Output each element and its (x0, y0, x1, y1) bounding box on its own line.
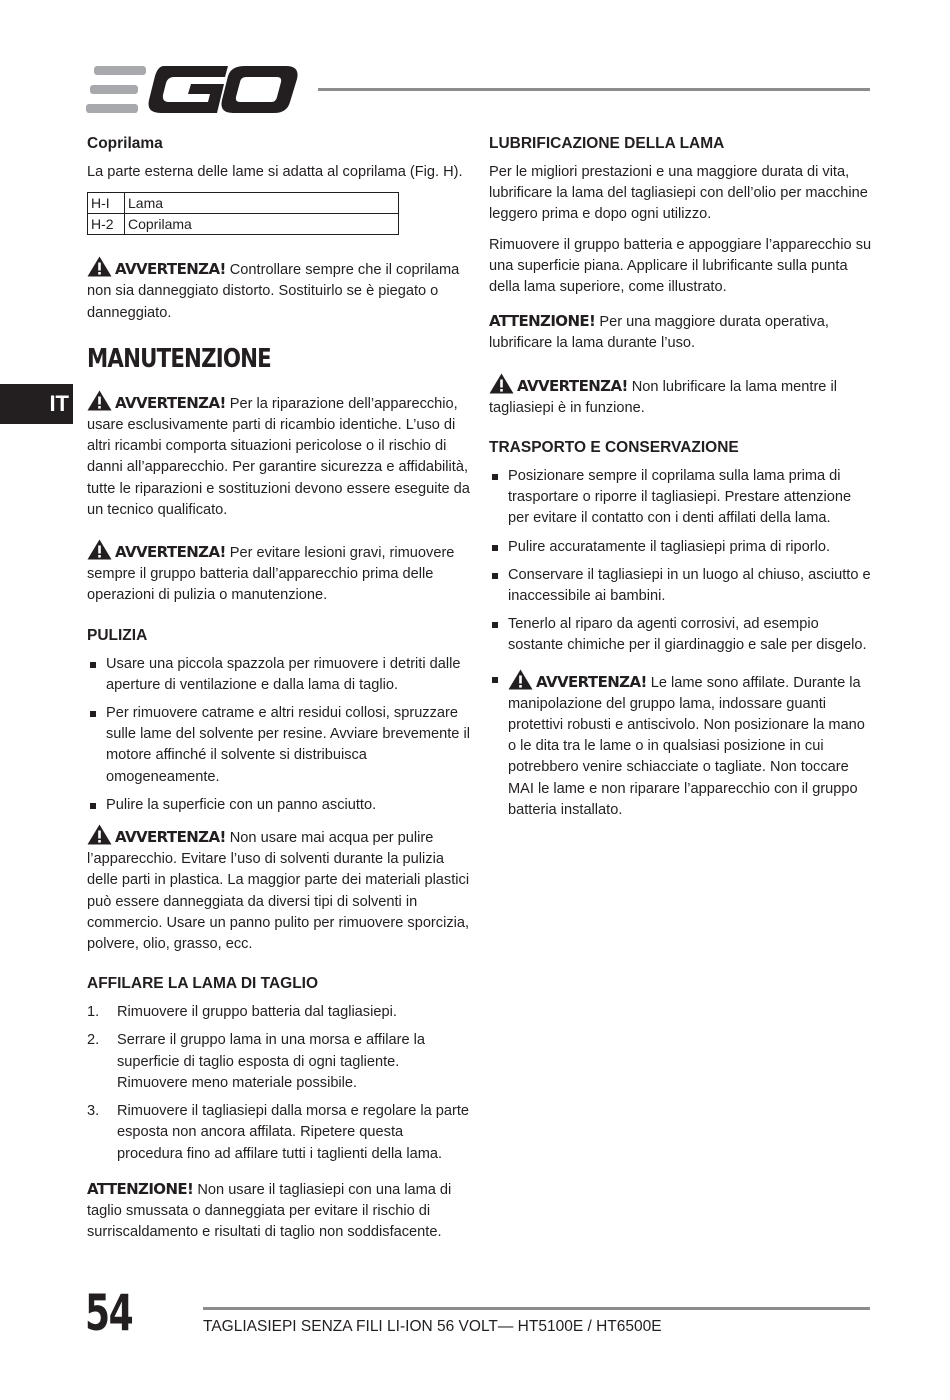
sharpening-steps (87, 1002, 472, 1164)
bullet-icon (90, 803, 96, 809)
warning-triangle-icon (87, 390, 112, 411)
list-item-text: Pulire accuratamente il tagliasiepi prima di riporlo. (508, 538, 831, 555)
transport-heading: TRASPORTO E CONSERVAZIONE (489, 439, 739, 457)
table-cell-code: H-I (88, 193, 125, 214)
footer-title: TAGLIASIEPI SENZA FILI LI-ION 56 VOLT— HT5100E / HT6500E (203, 1318, 662, 1335)
maintenance-warning-battery (87, 539, 472, 607)
cleaning-list (87, 654, 472, 816)
warning-text: Le lame sono affilate. Durante la manipolazione del gruppo lama, indossare guanti protettivi robusti e antiscivolo. Non posizionare la mano o le dita tra le lame o in qualsiasi posizione in cui potrebbero venire schiacciate o tagliate. Non toccare MAI le lame e non riparare l’apparecchio con il gruppo batteria installato. (508, 674, 865, 818)
left-column (87, 133, 472, 1252)
warning-text: Per la riparazione dell’apparecchio, usare esclusivamente parti di ricambio identiche. L’uso di altri ricambi comporta situazioni pericolose o il rischio di danni all’apparecchio. Per garantire sicurezza e affidabilità, tutte le riparazioni e sostituzioni devono essere eseguite da un tecnico qualificato. (87, 395, 470, 518)
header-rule (318, 88, 870, 91)
list-item (489, 565, 873, 607)
list-item (489, 537, 873, 558)
cleaning-heading: PULIZIA (87, 626, 148, 644)
coprilama-text: La parte esterna delle lame si adatta al coprilama (Fig. H). (87, 164, 463, 180)
warning-triangle-icon (87, 539, 112, 560)
caution-text: Per una maggiore durata operativa, lubrificare la lama durante l’uso. (489, 314, 829, 352)
bullet-icon (90, 711, 96, 717)
warning-label: AVVERTENZA! (517, 376, 628, 395)
coprilama-warning (87, 256, 472, 324)
list-item (87, 654, 472, 696)
list-item (489, 614, 873, 656)
right-column (489, 133, 873, 829)
warning-text: Non usare mai acqua per pulire l’apparecchio. Evitare l’uso di solventi durante la pulizia delle parti in plastica. La maggior parte dei materiali plastici può essere danneggiata da diversi tipi di solventi in commercio. Usare un panno pulito per rimuovere sporcizia, polvere, olio, grasso, ecc. (87, 830, 470, 953)
table-cell-label: Lama (125, 193, 399, 214)
step-number: 1. (87, 1004, 100, 1021)
warning-triangle-icon (508, 669, 533, 690)
language-tab (0, 384, 73, 424)
list-item (87, 1030, 472, 1094)
table-cell-code: H-2 (88, 214, 125, 235)
warning-triangle-icon (489, 373, 514, 394)
warning-label: AVVERTENZA! (536, 672, 647, 691)
page-number: 54 (85, 1284, 133, 1342)
warning-label: AVVERTENZA! (115, 260, 226, 279)
warning-text: Non lubrificare la lama mentre il tagliasiepi è in funzione. (489, 378, 837, 416)
warning-triangle-icon (87, 824, 112, 845)
warning-triangle-icon (87, 256, 112, 277)
lubrication-text-1: Per le migliori prestazioni e una maggiore durata di vita, lubrificare la lama del tagliasiepi con dell’olio per macchine leggero prima e dopo ogni utilizzo. (489, 164, 868, 223)
list-item-warning (489, 669, 873, 821)
step-text: Rimuovere il gruppo batteria dal tagliasiepi. (117, 1004, 397, 1021)
warning-label: AVVERTENZA! (115, 393, 226, 412)
table-cell-label: Coprilama (125, 214, 399, 235)
bullet-icon (90, 662, 96, 668)
warning-text: Per evitare lesioni gravi, rimuovere sempre il gruppo batteria dall’apparecchio prima delle operazioni di pulizia o manutenzione. (87, 545, 455, 604)
caution-label: ATTENZIONE! (489, 312, 596, 331)
list-item-text: Tenerlo al riparo da agenti corrosivi, ad esempio sostante chimiche per il giardinaggio e sale per disgelo. (508, 616, 867, 654)
bullet-icon (492, 545, 498, 551)
lubrication-caution (489, 311, 873, 354)
list-item-text: Posizionare sempre il coprilama sulla lama prima di trasportare o riporre il tagliasiepi. Prestare attenzione per evitare il contatto con i denti affilati della lama. (508, 468, 852, 527)
language-tab-label: IT (49, 391, 69, 417)
lubrication-heading: LUBRIFICAZIONE DELLA LAMA (489, 135, 725, 152)
cleaning-warning (87, 824, 472, 955)
step-number: 3. (87, 1103, 100, 1120)
maintenance-warning-parts (87, 390, 472, 521)
list-item (87, 1002, 472, 1023)
list-item-text: Conservare il tagliasiepi in un luogo al chiuso, asciutto e inaccessibile ai bambini. (508, 566, 871, 605)
bullet-icon (492, 677, 498, 683)
lubrication-text-2: Rimuovere il gruppo batteria e appoggiare l’apparecchio su una superficie piana. Applicare il lubrificante sulla punta della lama superiore, come illustrato. (489, 236, 872, 296)
step-text: Serrare il gruppo lama in una morsa e affilare la superficie di taglio esposta di ogni tagliente. Rimuovere meno materiale possibile. (117, 1032, 425, 1091)
list-item (87, 1101, 472, 1165)
warning-label: AVVERTENZA! (115, 543, 226, 562)
parts-table (87, 192, 399, 235)
transport-list (489, 466, 873, 821)
bullet-icon (492, 573, 498, 579)
lubrication-warning (489, 373, 873, 419)
bullet-icon (492, 622, 498, 628)
list-item (87, 795, 472, 816)
caution-text: Non usare il tagliasiepi con una lama di taglio smussata o danneggiata per evitare il rischio di surriscaldamento e risultati di taglio non soddisfacente. (87, 1181, 452, 1241)
maintenance-title: MANUTENZIONE (87, 343, 271, 374)
coprilama-heading: Coprilama (87, 135, 163, 152)
list-item-text: Pulire la superficie con un panno asciutto. (106, 796, 377, 813)
step-text: Rimuovere il tagliasiepi dalla morsa e regolare la parte esposta non ancora affilata. Ripetere questa procedura fino ad affilare tutti i taglienti della lama. (117, 1103, 470, 1162)
table-row (88, 193, 399, 214)
list-item (489, 466, 873, 530)
list-item (87, 703, 472, 788)
ego-logo (86, 64, 298, 114)
sharpening-heading: AFFILARE LA LAMA DI TAGLIO (87, 975, 319, 993)
warning-label: AVVERTENZA! (115, 828, 226, 847)
footer-rule (203, 1307, 870, 1310)
list-item-text: Per rimuovere catrame e altri residui collosi, spruzzare sulle lame del solvente per resine. Avviare brevemente il motore affinché il solvente si distribuisca omogeneamente. (106, 705, 470, 785)
sharpening-caution (87, 1179, 472, 1244)
list-item-text: Usare una piccola spazzola per rimuovere i detriti dalle aperture di ventilazione e dalla lama di taglio. (106, 655, 461, 693)
table-row (88, 214, 399, 235)
bullet-icon (492, 474, 498, 480)
warning-text: Controllare sempre che il coprilama non sia danneggiato distorto. Sostituirlo se è piegato o danneggiato. (87, 262, 460, 321)
step-number: 2. (87, 1032, 100, 1049)
caution-label: ATTENZIONE! (87, 1179, 194, 1198)
